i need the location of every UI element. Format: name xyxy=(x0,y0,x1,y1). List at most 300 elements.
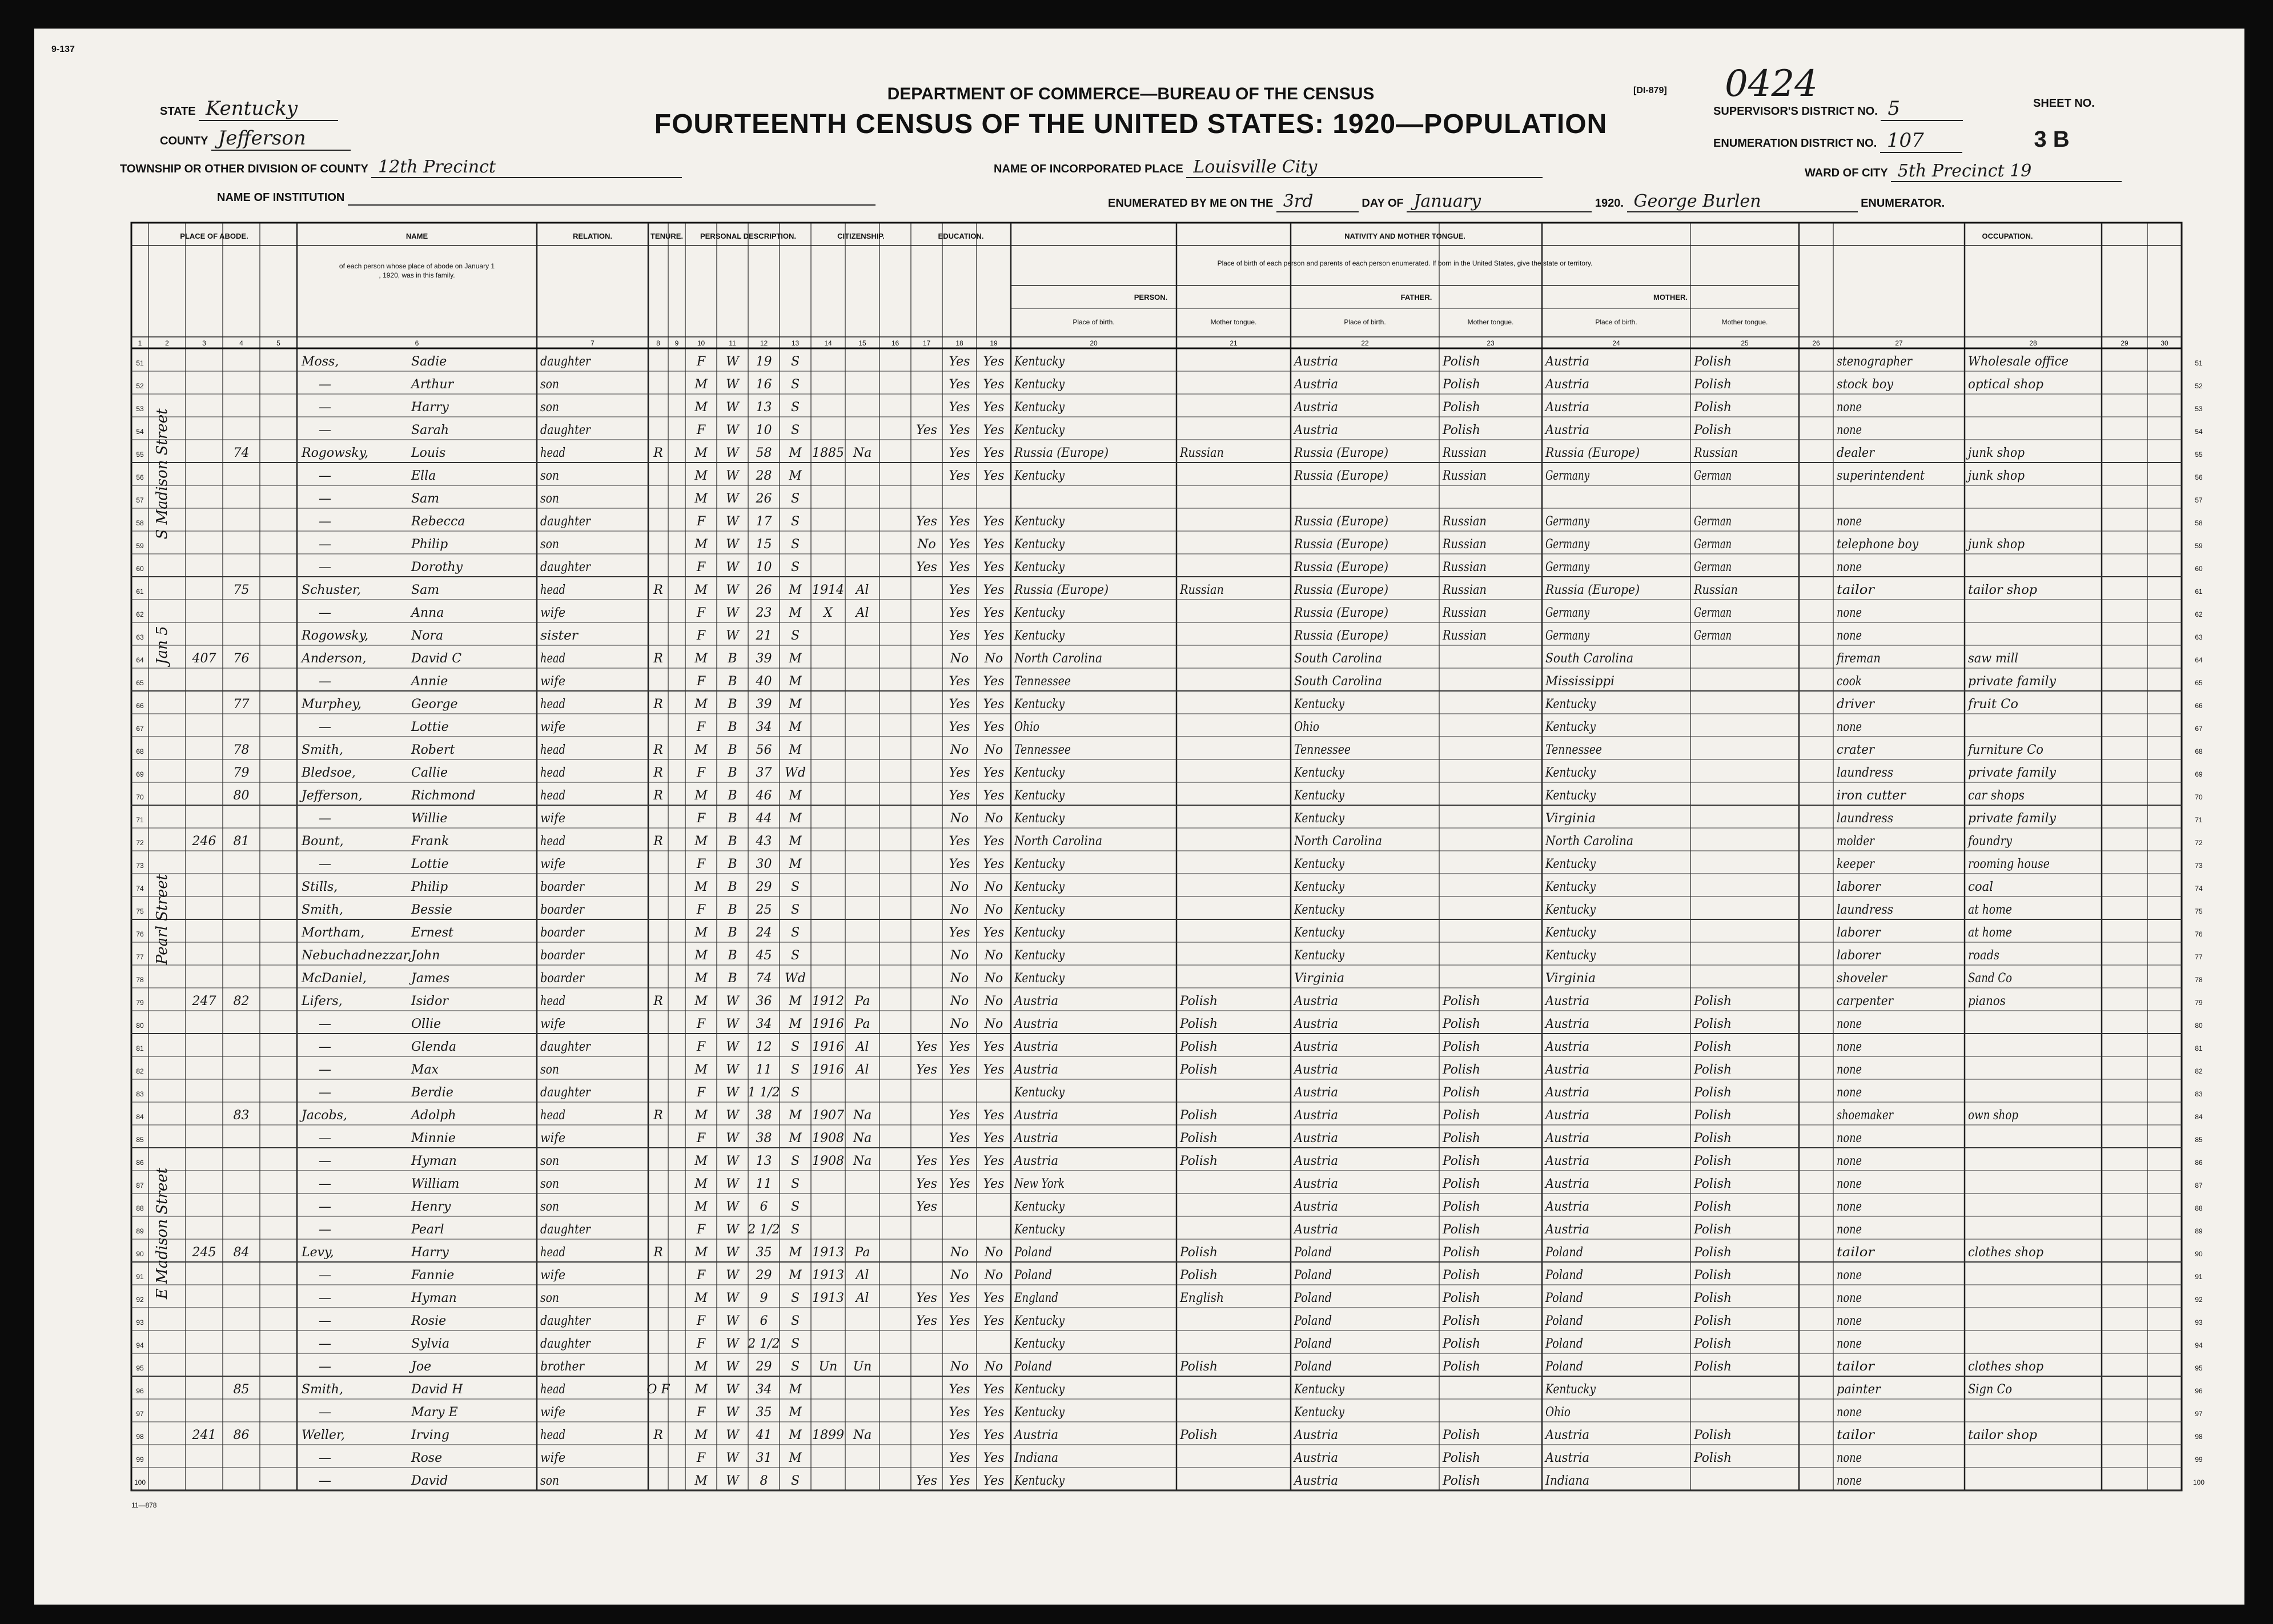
given-name-cell: Sam xyxy=(411,492,440,506)
cell-rel: daughter xyxy=(540,1086,592,1100)
given-name-cell: Max xyxy=(411,1063,439,1077)
cell-f: 79 xyxy=(233,766,250,780)
street-note: E Madison Street xyxy=(154,1167,171,1300)
cell-line: 71 xyxy=(136,816,144,824)
given-name-cell: Joe xyxy=(411,1360,432,1374)
cell-fb: Kentucky xyxy=(1294,697,1345,711)
column-number: 1 xyxy=(138,339,142,347)
cell-pb: Kentucky xyxy=(1014,811,1065,826)
cell-fb: Austria xyxy=(1293,355,1338,369)
cell-occ: none xyxy=(1837,400,1862,415)
cell-sex: F xyxy=(696,1040,706,1054)
cell-mtt: Polish xyxy=(1693,1337,1732,1351)
cell-age: 12 xyxy=(756,1040,772,1054)
cell-age: 19 xyxy=(756,355,772,369)
cell-line: 52 xyxy=(136,382,144,390)
cell-read: Yes xyxy=(949,469,970,483)
given-name-cell: Hyman xyxy=(411,1291,457,1305)
cell-ind: car shops xyxy=(1968,789,2025,803)
cell-pb: Kentucky xyxy=(1014,1086,1065,1100)
cell-write: Yes xyxy=(983,697,1005,711)
cell-line: 85 xyxy=(136,1136,144,1144)
cell-age: 11 xyxy=(756,1177,772,1191)
cell-race: W xyxy=(726,1451,739,1465)
surname-ditto: — xyxy=(319,1405,331,1420)
cell-line: 53 xyxy=(136,405,144,413)
cell-age: 74 xyxy=(756,971,772,986)
cell-ft: Polish xyxy=(1442,1086,1480,1100)
cell-race: W xyxy=(726,1177,739,1191)
cell-occ: none xyxy=(1837,1131,1862,1145)
cell-occ: stenographer xyxy=(1837,355,1913,369)
margin-line-number: 91 xyxy=(2195,1273,2203,1281)
cell-ind: foundry xyxy=(1967,834,2013,849)
cell-sex: F xyxy=(696,903,706,917)
margin-line-number: 65 xyxy=(2195,679,2203,687)
cell-pb: Kentucky xyxy=(1014,697,1065,711)
column-number: 19 xyxy=(990,339,998,347)
cell-fb: Austria xyxy=(1293,1154,1338,1168)
margin-line-number: 54 xyxy=(2195,428,2203,436)
surname-ditto: — xyxy=(319,1177,331,1191)
cell-mb: North Carolina xyxy=(1545,834,1633,849)
cell-fb: Russia (Europe) xyxy=(1294,514,1388,529)
cell-mb: Poland xyxy=(1545,1337,1583,1351)
cell-rel: boarder xyxy=(540,971,585,986)
cell-mtt: Polish xyxy=(1693,400,1732,415)
margin-line-number: 74 xyxy=(2195,885,2203,893)
cell-pb: Kentucky xyxy=(1014,971,1065,986)
cell-occ: dealer xyxy=(1837,446,1876,460)
column-number: 5 xyxy=(276,339,280,347)
cell-nat: Na xyxy=(853,1131,872,1145)
cell-race: B xyxy=(728,720,737,734)
cell-ms: S xyxy=(790,1337,800,1351)
cell-mb: Virginia xyxy=(1545,811,1596,826)
cell-age: 17 xyxy=(756,514,772,529)
cell-age: 58 xyxy=(756,446,772,460)
cell-mb: Austria xyxy=(1544,1200,1589,1214)
cell-read: Yes xyxy=(949,400,970,415)
cell-mt: Russian xyxy=(1179,583,1224,597)
cell-fb: Poland xyxy=(1294,1245,1332,1260)
cell-occ: fireman xyxy=(1836,652,1881,666)
margin-line-number: 64 xyxy=(2195,656,2203,664)
cell-mtt: Polish xyxy=(1693,1200,1732,1214)
margin-line-number: 79 xyxy=(2195,999,2203,1007)
cell-ft: Polish xyxy=(1442,1131,1480,1145)
cell-sex: M xyxy=(694,789,708,803)
column-group-label: PLACE OF ABODE. xyxy=(180,232,248,240)
cell-line: 90 xyxy=(136,1250,144,1258)
cell-line: 63 xyxy=(136,633,144,641)
cell-sex: F xyxy=(696,1131,706,1145)
cell-race: B xyxy=(728,674,737,689)
given-name-cell: Philip xyxy=(411,880,448,894)
cell-write: Yes xyxy=(983,1131,1005,1145)
census-title: FOURTEENTH CENSUS OF THE UNITED STATES: 1920—POPULATION xyxy=(654,109,1608,139)
cell-ft: Polish xyxy=(1442,1154,1480,1168)
cell-mtt: Polish xyxy=(1693,1177,1732,1191)
cell-own: R xyxy=(653,1108,663,1123)
cell-mb: Austria xyxy=(1544,1451,1589,1465)
cell-occ: driver xyxy=(1837,697,1876,711)
street-note: Jan 5 xyxy=(154,626,171,665)
cell-write: No xyxy=(984,903,1003,917)
cell-occ: none xyxy=(1837,1154,1862,1168)
cell-ft: Polish xyxy=(1442,1291,1480,1305)
cell-line: 70 xyxy=(136,793,144,801)
cell-race: B xyxy=(728,766,737,780)
cell-race: W xyxy=(726,1131,739,1145)
cell-rel: wife xyxy=(540,1131,565,1145)
cell-fb: Kentucky xyxy=(1294,1382,1345,1397)
cell-occ: laundress xyxy=(1837,811,1893,826)
cell-ft: Polish xyxy=(1442,400,1480,415)
cell-line: 59 xyxy=(136,542,144,550)
cell-fb: Poland xyxy=(1294,1337,1332,1351)
cell-age: 45 xyxy=(756,948,772,963)
cell-race: B xyxy=(728,880,737,894)
cell-ft: Polish xyxy=(1442,355,1480,369)
cell-sch: No xyxy=(917,537,936,552)
cell-age: 29 xyxy=(756,880,772,894)
cell-mb: South Carolina xyxy=(1545,652,1633,666)
cell-write: Yes xyxy=(983,1382,1005,1397)
cell-sch: Yes xyxy=(916,514,937,529)
cell-write: Yes xyxy=(983,1154,1005,1168)
cell-race: W xyxy=(726,1040,739,1054)
cell-mtt: Polish xyxy=(1693,1291,1732,1305)
cell-f: 81 xyxy=(233,834,250,849)
cell-sex: F xyxy=(696,1017,706,1031)
cell-fb: Poland xyxy=(1294,1291,1332,1305)
census-sheet xyxy=(34,29,2244,1605)
cell-age: 9 xyxy=(760,1291,768,1305)
cell-ft: Polish xyxy=(1442,1428,1480,1442)
cell-read: Yes xyxy=(949,789,970,803)
margin-line-number: 70 xyxy=(2195,793,2203,801)
given-name-cell: Sylvia xyxy=(411,1337,450,1351)
cell-d: 407 xyxy=(192,652,216,666)
cell-ms: M xyxy=(789,469,802,483)
margin-line-number: 89 xyxy=(2195,1227,2203,1235)
cell-fb: South Carolina xyxy=(1294,674,1382,689)
cell-write: Yes xyxy=(983,674,1005,689)
cell-sex: M xyxy=(694,697,708,711)
cell-race: W xyxy=(726,492,739,506)
cell-line: 58 xyxy=(136,519,144,527)
surname-cell: Bledsoe, xyxy=(302,766,356,780)
column-group-label: NATIVITY AND MOTHER TONGUE. xyxy=(1344,232,1465,240)
cell-own: R xyxy=(653,583,663,597)
cell-nat: Un xyxy=(853,1360,872,1374)
cell-mtt: Polish xyxy=(1693,355,1732,369)
nativity-column-label: Place of birth. xyxy=(1595,318,1637,326)
column-number: 27 xyxy=(1895,339,1903,347)
surname-cell: Smith, xyxy=(302,1382,343,1397)
cell-ms: M xyxy=(789,743,802,757)
given-name-cell: Henry xyxy=(411,1200,451,1214)
cell-pb: North Carolina xyxy=(1014,834,1102,849)
cell-read: No xyxy=(950,971,969,986)
cell-ms: M xyxy=(789,1108,802,1123)
cell-fb: Austria xyxy=(1293,1131,1338,1145)
given-name-cell: Glenda xyxy=(411,1040,456,1054)
cell-sch: Yes xyxy=(916,423,937,437)
cell-mt: Polish xyxy=(1179,994,1218,1008)
cell-sex: M xyxy=(694,1382,708,1397)
cell-rel: daughter xyxy=(540,355,592,369)
stamp-number: 0424 xyxy=(1725,63,1818,105)
cell-fb: Russia (Europe) xyxy=(1294,583,1388,597)
surname-cell: Rogowsky, xyxy=(302,629,369,643)
cell-line: 87 xyxy=(136,1181,144,1189)
cell-sex: M xyxy=(694,1154,708,1168)
cell-ms: S xyxy=(790,377,800,392)
cell-ms: S xyxy=(790,537,800,552)
column-group-label: EDUCATION. xyxy=(938,232,984,240)
cell-rel: head xyxy=(540,789,565,803)
cell-mb: Austria xyxy=(1544,1131,1589,1145)
cell-occ: none xyxy=(1837,1337,1862,1351)
cell-rel: son xyxy=(540,1063,559,1077)
cell-age: 10 xyxy=(756,560,772,574)
cell-ms: S xyxy=(790,423,800,437)
cell-mb: Germany xyxy=(1545,606,1590,620)
cell-line: 97 xyxy=(136,1410,144,1418)
cell-ms: S xyxy=(790,1086,800,1100)
cell-read: Yes xyxy=(949,629,970,643)
cell-ms: S xyxy=(790,1200,800,1214)
cell-line: 55 xyxy=(136,451,144,459)
cell-mb: Austria xyxy=(1544,400,1589,415)
cell-rel: head xyxy=(540,652,565,666)
cell-pb: Russia (Europe) xyxy=(1014,583,1109,597)
cell-mb: Poland xyxy=(1545,1291,1583,1305)
margin-line-number: 86 xyxy=(2195,1159,2203,1167)
cell-pb: Poland xyxy=(1014,1268,1052,1283)
cell-sex: F xyxy=(696,606,706,620)
surname-ditto: — xyxy=(319,1474,331,1488)
cell-imm: 1916 xyxy=(812,1017,844,1031)
cell-age: 24 xyxy=(756,926,772,940)
place-label: NAME OF INCORPORATED PLACE xyxy=(994,163,1183,175)
cell-mb: Kentucky xyxy=(1545,880,1596,894)
cell-fb: Russia (Europe) xyxy=(1294,629,1388,643)
cell-sex: F xyxy=(696,514,706,529)
cell-mb: Germany xyxy=(1545,560,1590,574)
enumerator-label: ENUMERATOR. xyxy=(1861,197,1945,210)
cell-read: No xyxy=(950,994,969,1008)
cell-write: No xyxy=(984,1360,1003,1374)
cell-rel: son xyxy=(540,1177,559,1191)
cell-mtt: German xyxy=(1694,629,1732,643)
cell-imm: 1885 xyxy=(812,446,844,460)
cell-ms: S xyxy=(790,492,800,506)
cell-fb: Russia (Europe) xyxy=(1294,446,1388,460)
given-name-cell: Rose xyxy=(411,1451,443,1465)
cell-own: R xyxy=(653,789,663,803)
cell-rel: son xyxy=(540,469,559,483)
cell-fb: Austria xyxy=(1293,994,1338,1008)
cell-ms: S xyxy=(790,1314,800,1328)
cell-ft: Polish xyxy=(1442,377,1480,392)
cell-sex: M xyxy=(694,743,708,757)
nativity-column-label: Mother tongue. xyxy=(1721,318,1768,326)
cell-mt: Polish xyxy=(1179,1063,1218,1077)
cell-race: W xyxy=(726,1314,739,1328)
given-name-cell: Ella xyxy=(411,469,436,483)
name-column-note: of each person whose place of abode on January 1 xyxy=(339,262,495,270)
given-name-cell: Bessie xyxy=(411,903,452,917)
cell-occ: superintendent xyxy=(1837,469,1925,483)
cell-occ: none xyxy=(1837,1291,1862,1305)
cell-line: 67 xyxy=(136,725,144,733)
surname-ditto: — xyxy=(319,1268,331,1283)
cell-write: No xyxy=(984,652,1003,666)
cell-age: 35 xyxy=(756,1405,772,1420)
cell-age: 41 xyxy=(756,1428,772,1442)
cell-mb: Kentucky xyxy=(1545,948,1596,963)
surname-cell: Mortham, xyxy=(302,926,365,940)
cell-mb: Kentucky xyxy=(1545,926,1596,940)
cell-rel: wife xyxy=(540,1405,565,1420)
cell-write: Yes xyxy=(983,560,1005,574)
cell-ind: junk shop xyxy=(1965,469,2025,483)
cell-sex: M xyxy=(694,994,708,1008)
cell-fb: Austria xyxy=(1293,1223,1338,1237)
given-name-cell: Arthur xyxy=(411,377,454,392)
cell-read: No xyxy=(950,743,969,757)
cell-line: 96 xyxy=(136,1387,144,1395)
cell-sch: Yes xyxy=(916,1200,937,1214)
cell-ms: S xyxy=(790,1291,800,1305)
cell-pb: Kentucky xyxy=(1014,469,1065,483)
cell-ms: S xyxy=(790,1223,800,1237)
column-number: 30 xyxy=(2160,339,2168,347)
enumerator-name: George Burlen xyxy=(1627,191,1858,212)
margin-line-number: 95 xyxy=(2195,1364,2203,1372)
cell-sex: M xyxy=(694,1108,708,1123)
cell-line: 64 xyxy=(136,656,144,664)
township-value: 12th Precinct xyxy=(371,157,682,178)
cell-own: R xyxy=(653,743,663,757)
cell-pb: Kentucky xyxy=(1014,377,1065,392)
cell-ft: Polish xyxy=(1442,1223,1480,1237)
column-number: 4 xyxy=(239,339,243,347)
cell-ms: S xyxy=(790,400,800,415)
cell-ind: Wholesale office xyxy=(1968,355,2069,369)
cell-occ: none xyxy=(1837,1474,1862,1488)
given-name-cell: Irving xyxy=(411,1428,449,1442)
cell-rel: boarder xyxy=(540,903,585,917)
cell-pb: Kentucky xyxy=(1014,766,1065,780)
cell-sex: M xyxy=(694,446,708,460)
cell-rel: son xyxy=(540,377,559,392)
cell-pb: Kentucky xyxy=(1014,789,1065,803)
enumeration-month: January xyxy=(1407,191,1592,212)
cell-race: B xyxy=(728,926,737,940)
column-number: 22 xyxy=(1361,339,1369,347)
cell-sex: M xyxy=(694,834,708,849)
column-number: 23 xyxy=(1487,339,1495,347)
cell-mtt: Polish xyxy=(1693,1360,1732,1374)
cell-age: 34 xyxy=(756,720,772,734)
cell-mtt: German xyxy=(1694,537,1732,552)
cell-age: 10 xyxy=(756,423,772,437)
cell-line: 62 xyxy=(136,610,144,618)
cell-race: B xyxy=(728,971,737,986)
cell-f: 74 xyxy=(233,446,250,460)
margin-line-number: 60 xyxy=(2195,565,2203,573)
column-group-label: CITIZENSHIP. xyxy=(837,232,885,240)
cell-pb: Austria xyxy=(1013,1063,1058,1077)
cell-line: 56 xyxy=(136,473,144,481)
cell-ind: clothes shop xyxy=(1968,1360,2043,1374)
cell-sch: Yes xyxy=(916,1291,937,1305)
cell-ft: Polish xyxy=(1442,1040,1480,1054)
cell-rel: head xyxy=(540,994,565,1008)
cell-mt: Polish xyxy=(1179,1245,1218,1260)
cell-imm: 1913 xyxy=(812,1291,844,1305)
margin-line-number: 99 xyxy=(2195,1456,2203,1464)
cell-write: Yes xyxy=(983,423,1005,437)
cell-nat: Al xyxy=(856,583,869,597)
cell-d: 245 xyxy=(192,1245,216,1260)
cell-occ: laborer xyxy=(1837,880,1882,894)
sheet-label: SHEET NO. xyxy=(2033,97,2095,110)
cell-read: Yes xyxy=(949,1451,970,1465)
ward-label: WARD OF CITY xyxy=(1805,167,1888,179)
cell-ft: Polish xyxy=(1442,1268,1480,1283)
enumerated-label: ENUMERATED BY ME ON THE xyxy=(1108,197,1274,210)
cell-age: 35 xyxy=(756,1245,772,1260)
cell-mb: Austria xyxy=(1544,423,1589,437)
cell-pb: Kentucky xyxy=(1014,1223,1065,1237)
cell-read: Yes xyxy=(949,355,970,369)
cell-occ: shoveler xyxy=(1837,971,1888,986)
cell-sex: M xyxy=(694,880,708,894)
cell-occ: none xyxy=(1837,629,1862,643)
cell-ms: Wd xyxy=(785,766,806,780)
surname-ditto: — xyxy=(319,400,331,415)
cell-write: Yes xyxy=(983,606,1005,620)
given-name-cell: Minnie xyxy=(411,1131,456,1145)
cell-pb: Indiana xyxy=(1014,1451,1058,1465)
margin-line-number: 67 xyxy=(2195,725,2203,733)
cell-mt: Polish xyxy=(1179,1040,1218,1054)
cell-write: Yes xyxy=(983,1428,1005,1442)
cell-mb: Ohio xyxy=(1545,1405,1571,1420)
cell-mtt: Polish xyxy=(1693,1268,1732,1283)
department-title: DEPARTMENT OF COMMERCE—BUREAU OF THE CENSUS xyxy=(887,85,1375,103)
cell-mtt: German xyxy=(1694,469,1732,483)
cell-imm: 1908 xyxy=(812,1154,844,1168)
cell-write: Yes xyxy=(983,789,1005,803)
cell-ind: roads xyxy=(1968,948,1999,963)
cell-fb: Kentucky xyxy=(1294,857,1345,871)
given-name-cell: Lottie xyxy=(411,857,449,871)
street-note: Pearl Street xyxy=(154,874,171,965)
cell-sex: M xyxy=(694,926,708,940)
cell-mt: Russian xyxy=(1179,446,1224,460)
cell-line: 82 xyxy=(136,1067,144,1075)
cell-sex: F xyxy=(696,1405,706,1420)
given-name-cell: Berdie xyxy=(411,1086,453,1100)
surname-cell: Weller, xyxy=(302,1428,346,1442)
cell-occ: none xyxy=(1837,514,1862,529)
